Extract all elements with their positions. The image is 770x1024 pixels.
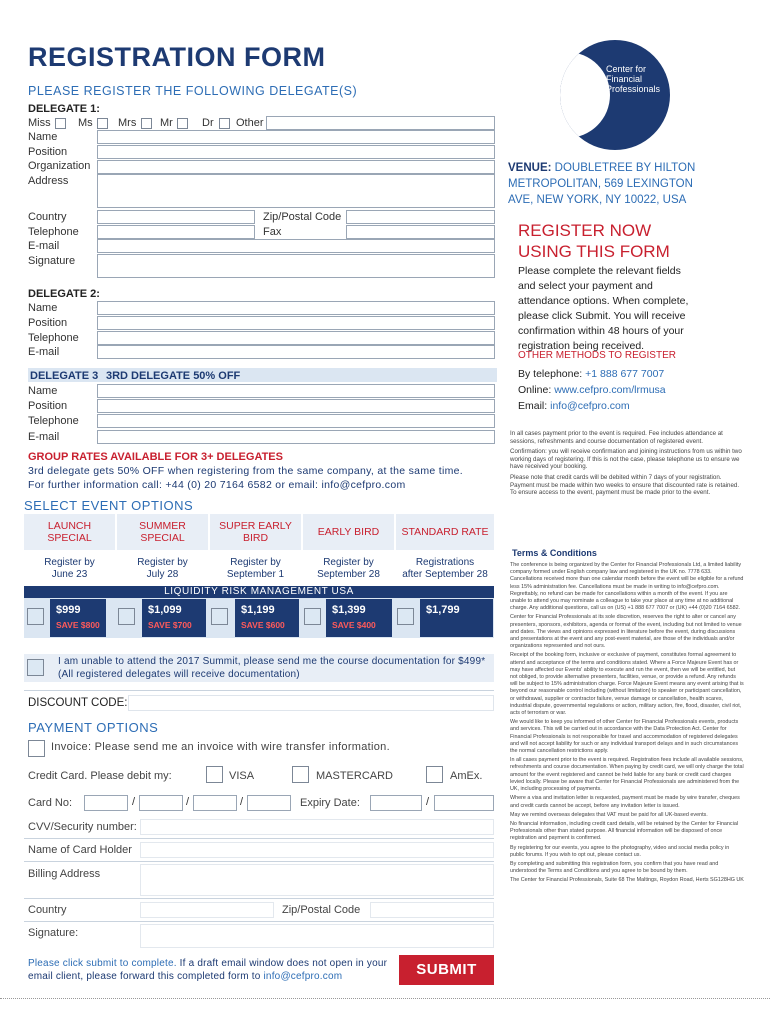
price-standard: $1,799 — [420, 599, 493, 637]
logo-line-2: Financial — [606, 74, 643, 84]
d3-position-input[interactable] — [97, 399, 495, 413]
d3-name-label: Name — [28, 385, 58, 397]
option-name-early-bird: EARLY BIRD — [303, 514, 394, 550]
option-date-launch: Register by June 23 — [44, 557, 95, 580]
pay-signature-label: Signature: — [28, 927, 79, 939]
pay-country-input[interactable] — [140, 902, 274, 918]
venue-label: VENUE: — [508, 162, 552, 174]
d3-telephone-label: Telephone — [28, 415, 79, 427]
note-1: In all cases payment prior to the event is required. Fee includes attendance at sessions, refreshments and course documentation of registered event. — [510, 430, 723, 445]
term-paragraph: In all cases payment prior to the event is required. Registration fees include all available sessions, refreshments and course documentation. When paying by credit card, we will only charge the total amount for the event registered and cannot be held liable for any bank or credit card charges levied locally. Please be aware that Center for Financial Professionals are administered from the UK, including processing of payments. — [510, 757, 744, 793]
submit-button[interactable]: SUBMIT — [399, 955, 494, 985]
title-miss-checkbox[interactable] — [55, 118, 66, 129]
d1-zip-input[interactable] — [346, 210, 495, 224]
option-checkbox-summer[interactable] — [118, 608, 135, 625]
option-date-early-bird: Register by September 28 — [317, 557, 380, 580]
footer-email-link[interactable]: info@cefpro.com — [263, 971, 343, 982]
card-label: Credit Card. Please debit my: — [28, 770, 172, 782]
register-line: attendance options. When complete, — [518, 295, 689, 307]
footer-rest-2: email client, please forward this completed form to — [28, 971, 261, 982]
delegate1-heading: DELEGATE 1: — [28, 103, 100, 115]
footer-note — [28, 957, 388, 983]
unable-text — [58, 655, 485, 681]
other-methods-heading: OTHER METHODS TO REGISTER — [518, 350, 676, 361]
amex-checkbox[interactable] — [426, 766, 443, 783]
amex-label: AmEx. — [450, 770, 483, 782]
title-ms-checkbox[interactable] — [97, 118, 108, 129]
d1-email-input[interactable] — [97, 239, 495, 253]
card-no-label: Card No: — [28, 797, 73, 809]
term-paragraph: No financial information, including credit card details, will be retained by the Center for Financial Professionals other than stated purpose. All financial information will be disposed of once registration and payment is confirmed. — [510, 820, 739, 842]
d3-email-input[interactable] — [97, 430, 495, 444]
group-line-1: 3rd delegate gets 50% OFF when registering from the same company, at the same time. — [28, 465, 463, 477]
register-line: and select your payment and — [518, 280, 653, 292]
cfp-logo — [560, 40, 670, 150]
title-mrs-checkbox[interactable] — [141, 118, 152, 129]
invoice-checkbox[interactable] — [28, 740, 45, 757]
phone-label: By telephone: — [518, 368, 583, 380]
d1-position-label: Position — [28, 146, 68, 158]
price-early-bird: $1,399 SAVE $400 — [326, 599, 392, 637]
title-ms-label: Ms — [78, 117, 93, 129]
card-no-input-4[interactable] — [247, 795, 291, 811]
card-separator: / — [186, 796, 190, 808]
terms-heading: Terms & Conditions — [512, 548, 597, 558]
unable-line-1: I am unable to attend the 2017 Summit, please send me the course documentation for $499* — [58, 656, 486, 667]
option-name-summer: SUMMER SPECIAL — [117, 514, 208, 550]
d2-position-input[interactable] — [97, 316, 495, 330]
title-mr-label: Mr — [160, 117, 173, 129]
unable-line-2: (All registered delegates will receive documentation) — [58, 669, 300, 680]
title-other-label: Other — [236, 117, 264, 129]
option-checkbox-standard[interactable] — [397, 608, 414, 625]
discount-input[interactable] — [128, 695, 494, 711]
event-banner: LIQUIDITY RISK MANAGEMENT USA — [24, 586, 494, 598]
price-super-early: $1,199 SAVE $600 — [235, 599, 299, 637]
d1-zip-label: Zip/Postal Code — [263, 211, 342, 223]
d2-telephone-input[interactable] — [97, 331, 495, 345]
d1-organization-input[interactable] — [97, 160, 495, 174]
d3-position-label: Position — [28, 400, 68, 412]
payment-heading: PAYMENT OPTIONS — [28, 720, 159, 735]
online-link[interactable]: www.cefpro.com/lrmusa — [554, 384, 666, 396]
online-label: Online: — [518, 384, 552, 396]
venue-block — [508, 160, 695, 208]
page-divider — [0, 998, 770, 999]
option-checkbox-launch[interactable] — [27, 608, 44, 625]
term-paragraph: May we remind overseas delegates that VAT must be paid for all UK-based events. — [510, 811, 708, 818]
discount-label: DISCOUNT CODE: — [28, 697, 128, 709]
d1-organization-label: Organization — [28, 160, 91, 172]
delegate3-subheading: 3RD DELEGATE 50% OFF — [106, 370, 241, 382]
register-line: please click Submit. You will receive — [518, 310, 686, 322]
card-separator: / — [132, 796, 136, 808]
mastercard-label: MASTERCARD — [316, 770, 394, 782]
page-subtitle: PLEASE REGISTER THE FOLLOWING DELEGATE(S) — [28, 84, 358, 98]
note-3: Please note that credit cards will be debited within 7 days of your registration. Payment must be made within two weeks to ensure that discounted rate is retained. To ensure access to the event, payment must be made prior to the event. — [510, 473, 740, 497]
term-paragraph: By completing and submitting this registration form, you confirm that you have read and understood the Terms and Conditions and you agree to be bound by them. — [510, 860, 719, 875]
d1-telephone-input[interactable] — [97, 225, 255, 239]
d2-name-label: Name — [28, 302, 58, 314]
visa-label: VISA — [229, 770, 255, 782]
register-line: Please complete the relevant fields — [518, 265, 681, 277]
option-name-super-early: SUPER EARLY BIRD — [210, 514, 301, 550]
terms-body — [510, 562, 744, 885]
title-miss-label: Miss — [28, 117, 51, 129]
d1-country-input[interactable] — [97, 210, 255, 224]
pay-country-label: Country — [28, 904, 67, 916]
title-other-input[interactable] — [266, 116, 495, 130]
d1-signature-input[interactable] — [97, 254, 495, 278]
pay-signature-input[interactable] — [140, 924, 494, 948]
d3-name-input[interactable] — [97, 384, 495, 398]
phone-number[interactable]: +1 888 677 7007 — [585, 368, 665, 380]
expiry-label: Expiry Date: — [300, 797, 360, 809]
invoice-label: Invoice: Please send me an invoice with wire transfer information. — [51, 741, 390, 753]
option-date-super-early: Register by September 1 — [226, 557, 285, 580]
d1-email-label: E-mail — [28, 240, 60, 252]
d2-telephone-label: Telephone — [28, 332, 79, 344]
visa-checkbox[interactable] — [206, 766, 223, 783]
d1-country-label: Country — [28, 211, 67, 223]
title-mr-checkbox[interactable] — [177, 118, 188, 129]
d1-address-input[interactable] — [97, 174, 495, 208]
venue-line-1: DOUBLETREE BY HILTON — [554, 162, 696, 174]
cvv-label: CVV/Security number: — [28, 821, 137, 833]
option-name-launch: LAUNCH SPECIAL — [24, 514, 115, 550]
d2-email-input[interactable] — [97, 345, 495, 359]
d1-position-input[interactable] — [97, 145, 495, 159]
d1-address-label: Address — [28, 175, 69, 187]
card-no-input-2[interactable] — [139, 795, 183, 811]
term-paragraph: The conference is being organized by the Center for Financial Professionals Ltd, a limited liability company formed under English company law and registered in the UK no. 7778 633. Cancellations received more than one calendar month before the event will be eligible for a refund less 15% administration fee. Cancellations must be made in writing to info@cefpro.com. Regrettably, no refund can be made for cancellations within a month of the event. If you are unable to attend you may nominate a colleague to take your place at any time at no additional charge. Any additional questions, call us on (US) +1 888 677 7007 or (UK) +44 (0)20 7164 6582. — [510, 562, 744, 612]
payment-notes — [510, 430, 744, 497]
d2-position-label: Position — [28, 317, 68, 329]
cvv-input[interactable] — [140, 819, 494, 835]
price-launch: $999 SAVE $800 — [50, 599, 106, 637]
d3-telephone-input[interactable] — [97, 414, 495, 428]
price-summer: $1,099 SAVE $700 — [142, 599, 206, 637]
expiry-separator: / — [426, 796, 430, 808]
other-methods — [518, 366, 666, 414]
register-heading — [518, 220, 670, 262]
title-mrs-label: Mrs — [118, 117, 137, 129]
pay-zip-label: Zip/Postal Code — [282, 904, 361, 916]
option-date-standard: Registrations after September 28 — [402, 557, 488, 580]
note-2: Confirmation: you will receive confirmation and joining instructions from us within two working days of registering. If this is not the case, please telephone us to ensure we have received your booking. — [510, 448, 742, 471]
footer-click: Please click submit to complete. — [28, 958, 177, 969]
option-date-summer: Register by July 28 — [137, 557, 188, 580]
pay-zip-input[interactable] — [370, 902, 494, 918]
d2-email-label: E-mail — [28, 346, 60, 358]
card-no-input-1[interactable] — [84, 795, 128, 811]
term-paragraph: By registering for our events, you agree to the photography, video and social media policy in public forums. If you wish to opt out, please contact us. — [510, 844, 730, 858]
email-link[interactable]: info@cefpro.com — [550, 400, 630, 412]
delegate3-heading: DELEGATE 3 — [30, 370, 99, 382]
d2-name-input[interactable] — [97, 301, 495, 315]
delegate3-header-band — [28, 368, 497, 382]
term-paragraph: Receipt of the booking form, inclusive or exclusive of payment, constitutes formal agreement to attend and acceptance of the terms and conditions stated. Where a Force Majeure Event has or may have affected our Events' ability to execute and run the event, then we will be entitled, but not obliged, to provide alternative presenters, facilities, venue, or provide a refund. Any refunds will be subject to 15% administration charge. Force Majeure Event means any event arising that is beyond our reasonable control including (without limitation) to speaker or participant cancellation, or withdrawal, supplier or contractor failure, venue damage or cancellation, health scares, industrial dispute, governmental regulations or action, military action, fire, flood, disaster, civil riot, acts of terrorism or war. — [510, 652, 744, 717]
term-paragraph: The Center for Financial Professionals, Suite 68 The Maltings, Roydon Road, Herts SG128HG UK — [510, 877, 744, 884]
option-checkbox-early-bird[interactable] — [304, 608, 321, 625]
card-separator: / — [240, 796, 244, 808]
title-dr-label: Dr — [202, 117, 214, 129]
d1-name-input[interactable] — [97, 130, 495, 144]
mastercard-checkbox[interactable] — [292, 766, 309, 783]
card-no-input-3[interactable] — [193, 795, 237, 811]
register-instructions — [518, 264, 688, 354]
term-paragraph: Center for Financial Professionals at its sole discretion, reserves the right to alter or cancel any presenters, sponsors, exhibitors, agenda or format of the event, including but not limited to venue and dates. The views and opinions expressed in literature before the event, during discussions and presentations at the event and any post-event material, are those of the individuals and/or organizations represented and not ours. — [510, 614, 742, 650]
expiry-year-input[interactable] — [434, 795, 494, 811]
d1-signature-label: Signature — [28, 255, 76, 267]
holder-label: Name of Card Holder — [28, 844, 132, 856]
group-heading: GROUP RATES AVAILABLE FOR 3+ DELEGATES — [28, 451, 283, 463]
register-heading-2: USING THIS FORM — [518, 242, 670, 261]
logo-line-3: Professionals — [606, 84, 661, 94]
page-title: REGISTRATION FORM — [28, 42, 326, 72]
term-paragraph: We would like to keep you informed of other Center for Financial Professionals events, products and services. This will be carried out in accordance with the Data Protection Act. Center for Financial Professionals is not responsible for travel and accommodation of registered delegates and will not accept liability for such or any individual transport delays and in such circumstances the normal cancellation restrictions apply. — [510, 719, 739, 755]
group-line-2: For further information call: +44 (0) 20 7164 6582 or email: info@cefpro.com — [28, 479, 406, 491]
d1-fax-input[interactable] — [346, 225, 495, 239]
option-name-standard: STANDARD RATE — [396, 514, 494, 550]
d1-name-label: Name — [28, 131, 58, 143]
d1-telephone-label: Telephone — [28, 226, 79, 238]
billing-input[interactable] — [140, 864, 494, 896]
expiry-month-input[interactable] — [370, 795, 422, 811]
unable-checkbox[interactable] — [27, 659, 44, 676]
footer-rest-1: If a draft email window does not open in your — [179, 958, 388, 969]
option-checkbox-super-early[interactable] — [211, 608, 228, 625]
register-heading-1: REGISTER NOW — [518, 221, 652, 240]
email-label: Email: — [518, 400, 548, 412]
venue-line-3: AVE, NEW YORK, NY 10022, USA — [508, 194, 687, 206]
register-line: confirmation within 48 hours of your — [518, 325, 684, 337]
delegate2-heading: DELEGATE 2: — [28, 288, 100, 300]
term-paragraph: Where a visa and invitation letter is requested, payment must be made by wire transfer, cheques and credit cards cannot be accept, before any invitation letter is issued. — [510, 795, 740, 809]
title-dr-checkbox[interactable] — [219, 118, 230, 129]
d3-email-label: E-mail — [28, 431, 60, 443]
venue-line-2: METROPOLITAN, 569 LEXINGTON — [508, 178, 693, 190]
logo-line-1: Center for — [606, 64, 647, 74]
billing-label: Billing Address — [28, 868, 101, 880]
holder-input[interactable] — [140, 842, 494, 858]
d1-fax-label: Fax — [263, 226, 282, 238]
register-line: registration being received. — [518, 340, 645, 352]
event-options-heading: SELECT EVENT OPTIONS — [24, 498, 194, 513]
